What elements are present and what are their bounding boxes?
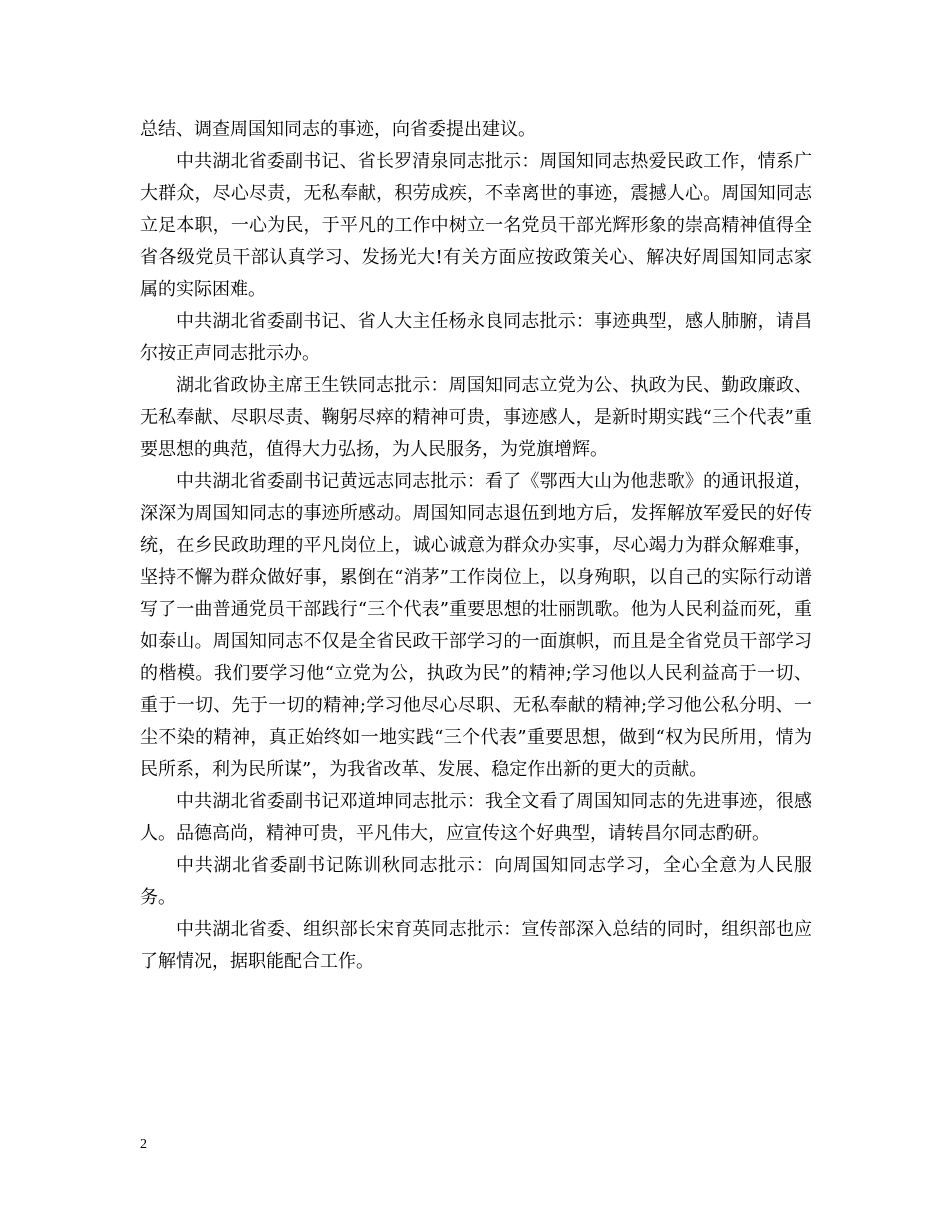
document-body xyxy=(140,114,812,978)
paragraph-chen-xunqiu: 中共湖北省委副书记陈训秋同志批示：向周国知同志学习，全心全意为人民服务。 xyxy=(140,855,812,908)
paragraph-huang-yuanzhi: 中共湖北省委副书记黄远志同志批示：看了《鄂西大山为他悲歌》的通讯报道，深深为周国知同志的事迹所感动。周国知同志退伍到地方后，发挥解放军爱民的好传统，在乡民政助理的平凡岗位上，诚心诚意为群众办实事，尽心竭力为群众解难事，坚持不懈为群众做好事，累倒在“消茅”工作岗位上，以身殉职，以自己的实际行动谱写了一曲普通党员干部践行“三个代表”重要思想的壮丽凯歌。他为人民利益而死，重如泰山。周国知同志不仅是全省民政干部学习的一面旗帜，而且是全省党员干部学习的楷模。我们要学习他“立党为公，执政为民”的精神;学习他以人民利益高于一切、重于一切、先于一切的精神;学习他尽心尽职、无私奉献的精神;学习他公私分明、一尘不染的精神，真正始终如一地实践“三个代表”重要思想，做到“权为民所用，情为民所系，利为民所谋”，为我省改革、发展、稳定作出新的更大的贡献。 xyxy=(140,471,812,780)
paragraph-song-yuying: 中共湖北省委、组织部长宋育英同志批示：宣传部深入总结的同时，组织部也应了解情况，据职能配合工作。 xyxy=(140,919,812,972)
paragraph-continuation: 总结、调查周国知同志的事迹，向省委提出建议。 xyxy=(140,119,536,140)
paragraph-wang-shengtie: 湖北省政协主席王生铁同志批示：周国知同志立党为公、执政为民、勤政廉政、无私奉献、尽职尽责、鞠躬尽瘁的精神可贵，事迹感人，是新时期实践“三个代表”重要思想的典范，值得大力弘扬，为人民服务，为党旗增辉。 xyxy=(140,375,812,460)
paragraph-yang-yongliang: 中共湖北省委副书记、省人大主任杨永良同志批示：事迹典型，感人肺腑，请昌尔按正声同志批示办。 xyxy=(140,311,812,364)
paragraph-luo-qingquan: 中共湖北省委副书记、省长罗清泉同志批示：周国知同志热爱民政工作，情系广大群众，尽心尽责，无私奉献，积劳成疾，不幸离世的事迹，震撼人心。周国知同志立足本职，一心为民，于平凡的工作中树立一名党员干部光辉形象的崇高精神值得全省各级党员干部认真学习、发扬光大!有关方面应按政策关心、解决好周国知同志家属的实际困难。 xyxy=(140,151,812,300)
paragraph-deng-daokun: 中共湖北省委副书记邓道坤同志批示：我全文看了周国知同志的先进事迹，很感人。品德高尚，精神可贵，平凡伟大，应宣传这个好典型，请转昌尔同志酌研。 xyxy=(140,791,812,844)
page-number: 2 xyxy=(140,1137,147,1152)
